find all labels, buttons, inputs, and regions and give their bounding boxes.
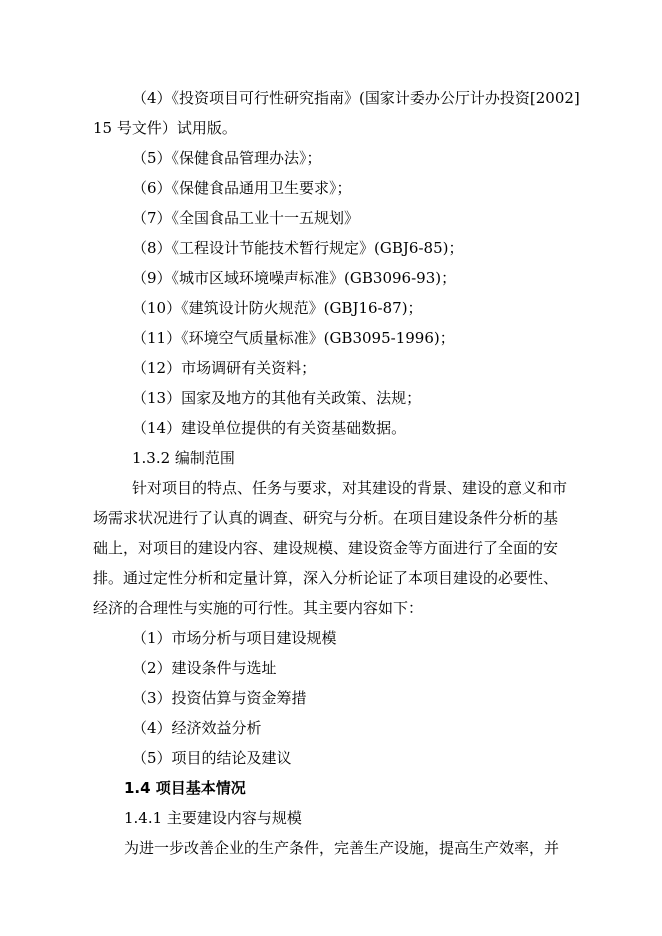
reference-item-4-continued: 15 号文件）试用版。 bbox=[93, 119, 237, 137]
paragraph-line: 为进一步改善企业的生产条件，完善生产设施，提高生产效率，并 bbox=[124, 839, 560, 857]
reference-item-14: （14）建设单位提供的有关资基础数据。 bbox=[132, 419, 407, 437]
reference-item-11: （11）《环境空气质量标准》(GB3095-1996)； bbox=[132, 329, 455, 347]
paragraph-line: 针对项目的特点、任务与要求，对其建设的背景、建设的意义和市 bbox=[132, 479, 568, 497]
paragraph-line: 础上，对项目的建设内容、建设规模、建设资金等方面进行了全面的安 bbox=[93, 539, 559, 557]
reference-item-12: （12）市场调研有关资料； bbox=[132, 359, 317, 377]
content-item-3: （3）投资估算与资金筹措 bbox=[132, 689, 307, 707]
content-item-1: （1）市场分析与项目建设规模 bbox=[132, 629, 337, 647]
content-item-2: （2）建设条件与选址 bbox=[132, 659, 277, 677]
section-heading-1-3-2: 1.3.2 编制范围 bbox=[132, 449, 235, 467]
paragraph-line: 场需求状况进行了认真的调查、研究与分析。在项目建设条件分析的基 bbox=[93, 509, 559, 527]
reference-item-10: （10）《建筑设计防火规范》(GBJ16-87)； bbox=[132, 299, 423, 317]
reference-item-8: （8）《工程设计节能技术暂行规定》(GBJ6-85)； bbox=[132, 239, 464, 257]
reference-item-6: （6）《保健食品通用卫生要求》； bbox=[132, 179, 352, 197]
reference-item-7: （7）《全国食品工业十一五规划》 bbox=[132, 209, 360, 227]
content-item-5: （5）项目的结论及建议 bbox=[132, 749, 292, 767]
paragraph-line: 经济的合理性与实施的可行性。其主要内容如下： bbox=[93, 599, 424, 617]
reference-item-4: （4）《投资项目可行性研究指南》(国家计委办公厅计办投资[2002] bbox=[132, 89, 580, 107]
paragraph-line: 排。通过定性分析和定量计算，深入分析论证了本项目建设的必要性、 bbox=[93, 569, 559, 587]
reference-item-5: （5）《保健食品管理办法》； bbox=[132, 149, 322, 167]
content-item-4: （4）经济效益分析 bbox=[132, 719, 262, 737]
section-heading-1-4-1: 1.4.1 主要建设内容与规模 bbox=[124, 809, 302, 827]
reference-item-13: （13）国家及地方的其他有关政策、法规； bbox=[132, 389, 422, 407]
section-heading-1-4: 1.4 项目基本情况 bbox=[124, 779, 246, 797]
reference-item-9: （9）《城市区域环境噪声标准》(GB3096-93)； bbox=[132, 269, 457, 287]
